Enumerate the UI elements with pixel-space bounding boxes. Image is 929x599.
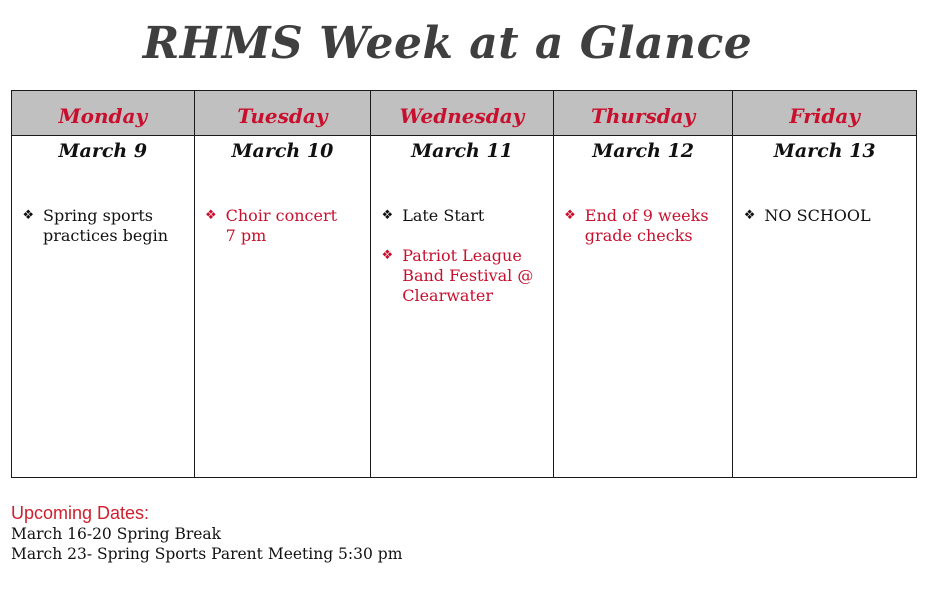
day-date: March 11 <box>411 140 513 162</box>
day-column-friday <box>733 91 916 477</box>
upcoming-date-item: March 16-20 Spring Break <box>11 525 222 543</box>
day-header: Wednesday <box>371 91 553 136</box>
day-header: Tuesday <box>195 91 371 136</box>
event-item <box>371 206 553 226</box>
diamond-bullet-icon: ❖ <box>381 248 394 263</box>
day-header: Monday <box>12 91 194 136</box>
upcoming-dates-section <box>11 503 402 564</box>
event-list <box>371 206 553 306</box>
day-date: March 9 <box>58 140 148 162</box>
day-header: Thursday <box>554 91 733 136</box>
event-text: Patriot League Band Festival @ Clearwater <box>402 246 534 305</box>
day-date: March 10 <box>231 140 334 162</box>
diamond-bullet-icon: ❖ <box>743 208 756 223</box>
day-header: Friday <box>733 91 916 136</box>
week-calendar-table <box>11 90 917 478</box>
event-list <box>12 206 194 246</box>
event-item <box>371 246 553 306</box>
day-date: March 12 <box>592 140 694 162</box>
event-item <box>733 206 916 226</box>
diamond-bullet-icon: ❖ <box>564 208 576 223</box>
event-list <box>195 206 371 246</box>
diamond-bullet-icon: ❖ <box>22 208 34 223</box>
event-text: NO SCHOOL <box>764 206 871 225</box>
event-item <box>12 206 194 246</box>
upcoming-date-item: March 23- Spring Sports Parent Meeting 5:30 pm <box>11 545 403 563</box>
event-text: End of 9 weeks grade checks <box>584 206 709 245</box>
diamond-bullet-icon: ❖ <box>204 208 217 223</box>
event-item <box>195 206 371 246</box>
upcoming-dates-heading: Upcoming Dates: <box>11 503 150 523</box>
day-column-wednesday <box>371 91 554 477</box>
day-column-thursday <box>554 91 734 477</box>
event-list <box>733 206 916 226</box>
diamond-bullet-icon: ❖ <box>381 208 394 223</box>
event-list <box>554 206 733 246</box>
day-date: March 13 <box>773 140 876 162</box>
day-column-tuesday <box>195 91 372 477</box>
page-title: RHMS Week at a Glance <box>142 18 753 69</box>
day-column-monday <box>12 91 195 477</box>
event-text: Late Start <box>402 206 485 225</box>
event-text: Choir concert 7 pm <box>225 206 338 245</box>
event-item <box>554 206 733 246</box>
event-text: Spring sports practices begin <box>43 206 169 245</box>
